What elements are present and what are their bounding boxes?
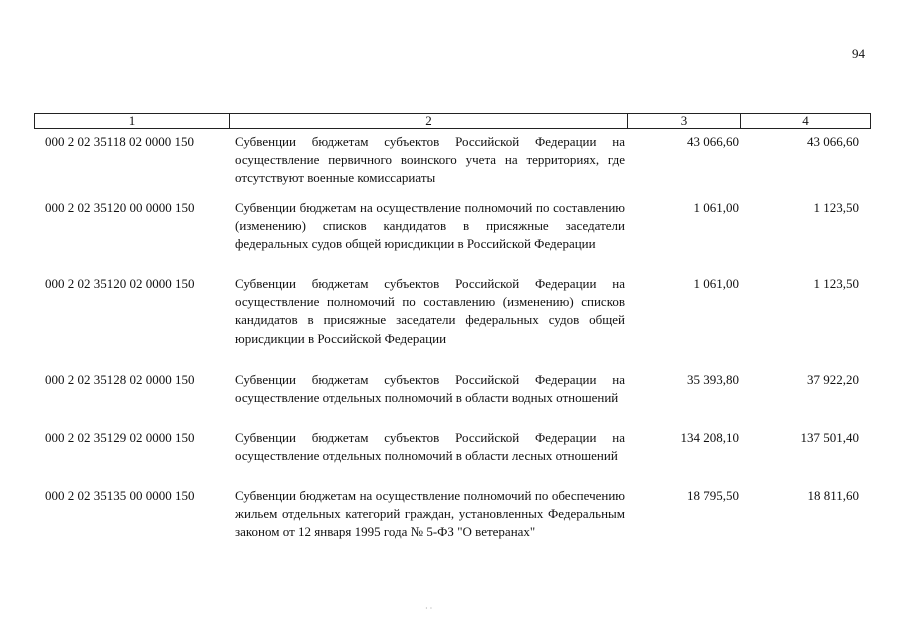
budget-code: 000 2 02 35128 02 0000 150 [45,372,195,387]
row-description: Субвенции бюджетам субъектов Российской Федерации на осуществление отдельных полномочий в области водных отношений [235,372,625,406]
value-col-4: 18 811,60 [807,488,859,503]
value-col-4: 43 066,60 [807,134,859,149]
table-header [34,113,871,129]
header-col-2: 2 [230,114,628,128]
budget-code: 000 2 02 35120 02 0000 150 [45,276,195,291]
value-col-4: 1 123,50 [813,276,859,291]
row-description: Субвенции бюджетам субъектов Российской Федерации на осуществление отдельных полномочий в области лесных отношений [235,430,625,464]
scan-speck: · · [425,604,433,613]
value-col-3: 1 061,00 [693,276,739,291]
row-description: Субвенции бюджетам на осуществление полномочий по составлению (изменению) списков кандидатов в присяжные заседатели федеральных судов общей юрисдикции в Российской Федерации [235,200,625,252]
page-number: 94 [852,46,865,61]
budget-code: 000 2 02 35120 00 0000 150 [45,200,195,215]
header-col-3: 3 [628,114,741,128]
row-description: Субвенции бюджетам субъектов Российской Федерации на осуществление полномочий по составлению (изменению) списков кандидатов в присяжные заседатели федеральных судов общей юрисдикции в Российской Федерации [235,276,625,346]
value-col-4: 1 123,50 [813,200,859,215]
budget-code: 000 2 02 35135 00 0000 150 [45,488,195,503]
value-col-4: 37 922,20 [807,372,859,387]
value-col-3: 18 795,50 [687,488,739,503]
value-col-3: 1 061,00 [693,200,739,215]
budget-code: 000 2 02 35129 02 0000 150 [45,430,195,445]
value-col-4: 137 501,40 [800,430,859,445]
value-col-3: 134 208,10 [680,430,739,445]
budget-code: 000 2 02 35118 02 0000 150 [45,134,195,149]
row-description: Субвенции бюджетам на осуществление полномочий по обеспечению жильем отдельных категорий граждан, установленных Федеральным законом от 12 января 1995 года № 5-ФЗ "О ветеранах" [235,488,625,540]
value-col-3: 43 066,60 [687,134,739,149]
header-col-1: 1 [35,114,230,128]
header-col-4: 4 [802,113,809,128]
value-col-3: 35 393,80 [687,372,739,387]
row-description: Субвенции бюджетам субъектов Российской Федерации на осуществление первичного воинского учета на территориях, где отсутствуют военные комиссариаты [235,134,625,186]
